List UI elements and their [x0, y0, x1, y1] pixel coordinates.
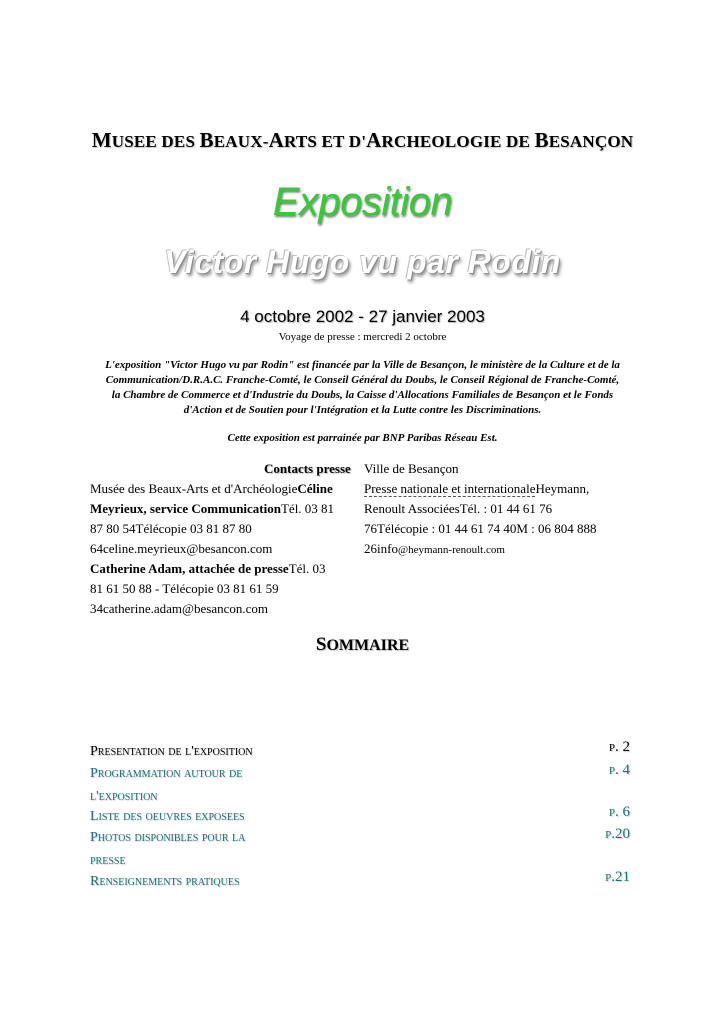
toc-page-number: p.20: [605, 826, 630, 842]
toc-item-programmation[interactable]: Programmation autour de l'exposition: [90, 766, 243, 804]
agency-email-link[interactable]: 26info@heymann-renoult.com: [364, 541, 505, 556]
funding-line: d'Action et de Soutien pour l'Intégration et la Lutte contre les Discriminations.: [183, 404, 542, 416]
contact-city-block: [364, 459, 634, 560]
press-agency-label: Presse nationale et internationale: [364, 481, 536, 496]
sommaire-heading: SOMMAIRE: [315, 634, 410, 655]
toc-page-number: p.21: [605, 869, 630, 885]
exposition-heading: Exposition: [272, 180, 453, 224]
agency-phone-fax: 76Télécopie : 01 44 61 74 40M : 06 804 888: [364, 521, 597, 536]
museum-title: MUSEE DES BEAUX-ARTS ET D'ARCHEOLOGIE DE BESANÇON: [91, 128, 634, 152]
toc-item-oeuvres[interactable]: Liste des oeuvres exposees: [90, 809, 245, 824]
sponsor-line: Cette exposition est parrainée par BNP Paribas Réseau Est.: [227, 432, 498, 444]
toc-item-photos[interactable]: Photos disponibles pour la presse: [90, 830, 246, 868]
toc-item-presentation[interactable]: Presentation de l'exposition: [90, 744, 253, 759]
toc-page-number: p. 6: [608, 804, 630, 820]
press-visit-date: Voyage de presse : mercredi 2 octobre: [278, 331, 447, 343]
city-name: Ville de Besançon: [364, 461, 459, 476]
agency-phone: Tél. : 01 44 61 76: [459, 501, 553, 516]
funding-line: Communication/D.R.A.C. Franche-Comté, le Conseil Général du Doubs, le Conseil Régional de Franche-Comté,: [105, 374, 620, 386]
contact-name: Céline: [297, 481, 333, 496]
toc-page-number: p. 2: [608, 739, 630, 755]
toc-item-renseignements[interactable]: Renseignements pratiques: [90, 874, 240, 889]
contact-name: Meyrieux, service Communication: [90, 501, 281, 516]
contact-email-link[interactable]: 64celine.meyrieux@besancon.com: [90, 541, 273, 556]
exhibition-title: Victor Hugo vu par Rodin: [164, 244, 561, 280]
agency-name: Heymann,: [535, 481, 590, 496]
contact-phone-fax: 87 80 54Télécopie 03 81 87 80: [90, 521, 252, 536]
funding-paragraph: [70, 358, 655, 418]
contact-email-link[interactable]: 34catherine.adam@besancon.com: [90, 601, 269, 616]
contact-phone: Tél. 03: [288, 561, 326, 576]
agency-name: Renoult Associées: [364, 501, 460, 516]
museum-name: Musée des Beaux-Arts et d'Archéologie: [90, 481, 298, 496]
funding-line: la Chambre de Commerce et d'Industrie du Doubs, la Caisse d'Allocations Familiales de Besançon et le Fonds: [111, 389, 614, 401]
contact-phone-fax: 81 61 50 88 - Télécopie 03 81 61 59: [90, 581, 279, 596]
contact-museum-block: [90, 479, 362, 619]
contacts-heading: Contacts presse: [264, 461, 351, 476]
contact-phone: Tél. 03 81: [280, 501, 335, 516]
contact-name: Catherine Adam, attachée de presse: [90, 561, 289, 576]
exhibition-dates: 4 octobre 2002 - 27 janvier 2003: [240, 307, 485, 326]
toc-page-number: p. 4: [608, 762, 630, 778]
funding-line: L'exposition "Victor Hugo vu par Rodin" est financée par la Ville de Besançon, le ministère de la Culture et de la: [105, 359, 620, 371]
